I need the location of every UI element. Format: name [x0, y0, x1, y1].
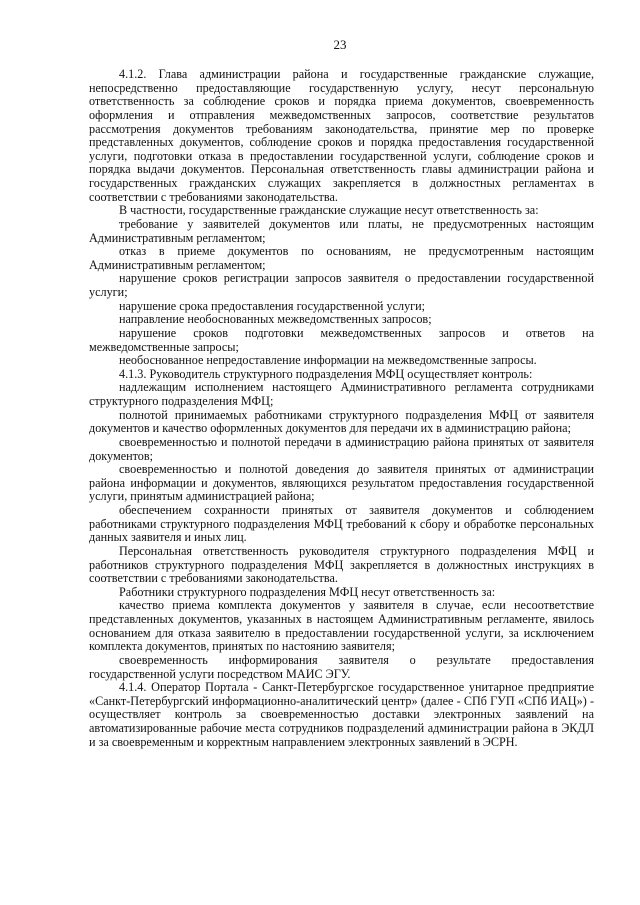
list-item-service-deadline: нарушение срока предоставления государственной услуги; — [119, 298, 426, 313]
list-item-request-preparation: нарушение сроков подготовки межведомственных запросов и ответов на межведомственные запросы; — [89, 325, 594, 354]
list-item-unfounded-requests: направление необоснованных межведомственных запросов; — [119, 312, 432, 327]
paragraph-4-1-3: 4.1.3. Руководитель структурного подразделения МФЦ осуществляет контроль: — [119, 366, 533, 381]
paragraph-responsibility-intro: В частности, государственные гражданские служащие несут ответственность за: — [119, 203, 539, 218]
paragraph-4-1-2: 4.1.2. Глава администрации района и государственные гражданские служащие, непосредственно предоставляющие государственную услугу, несут персональную ответственность за соблюдение сроков и порядка приема документов, своевременность оформления и отправления межведомственных запросов, соответствие результатов рассмотрения документов требованиям законодательства, принятие мер по проверке представленных документов, соблюдение сроков и порядка предоставления государственной услуги, подготовки отказа в предоставлении государственной услуги, соблюдение сроков и порядка выдачи документов. Персональная ответственность главы администрации района и государственных гражданских служащих закрепляется в должностных регламентах в соответствии с требованиями законодательства. — [89, 67, 594, 204]
list-item-timely-transfer: своевременностью и полнотой передачи в администрацию района принятых от заявителя документов; — [89, 434, 594, 463]
paragraph-mfc-personal-responsibility: Персональная ответственность руководителя структурного подразделения МФЦ и работников структурного подразделения МФЦ закрепляется в должностных инструкциях в соответствии с требованиями законодательства. — [89, 543, 594, 586]
paragraph-mfc-workers-intro: Работники структурного подразделения МФЦ несут ответственность за: — [119, 584, 496, 599]
list-item-refusal: отказ в приеме документов по основаниям, не предусмотренным настоящим Административным регламентом; — [89, 244, 594, 272]
list-item-timely-informing: своевременность информирования заявителя о результате предоставления государственной услуги посредством МАИС ЭГУ. — [89, 652, 594, 681]
list-item-info-not-provided: необоснованное непредоставление информации на межведомственные запросы. — [119, 353, 537, 368]
document-body — [89, 68, 594, 749]
paragraph-4-1-4: 4.1.4. Оператор Портала - Санкт-Петербургское государственное унитарное предприятие «Санкт-Петербургский информационно-аналитический центр» (далее - СПб ГУП «СПб ИАЦ») - осуществляет контроль за своевременностью доставки электронных заявлений на автоматизированные рабочие места сотрудников подразделений администрации района в ЭКДЛ и за своевременным и корректным направлением электронных заявлений в ЭСРН. — [89, 680, 594, 749]
page-number: 23 — [333, 37, 347, 52]
list-item-proper-execution: надлежащим исполнением настоящего Административного регламента сотрудниками структурного подразделения МФЦ; — [89, 380, 594, 408]
list-item-document-safety: обеспечением сохранности принятых от заявителя документов и соблюдением работниками структурного подразделения МФЦ требований к сбору и обработке персональных данных заявителя и иных лиц. — [89, 503, 594, 545]
list-item-reception-quality: качество приема комплекта документов у заявителя в случае, если несоответствие представленных документов, указанных в настоящем Административным регламенте, явилось основанием для отказа заявителю в предоставлении государственной услуги, за исключением комплекта документов, принятых по настоянию заявителя; — [89, 598, 594, 654]
list-item-registration-deadline: нарушение сроков регистрации запросов заявителя о предоставлении государственной услуги; — [89, 271, 594, 299]
list-item-documents-request: требование у заявителей документов или платы, не предусмотренных настоящим Административным регламентом; — [89, 216, 594, 245]
list-item-completeness: полнотой принимаемых работниками структурного подразделения МФЦ от заявителя документов и качество оформленных документов для передачи их в администрацию района; — [89, 407, 594, 436]
list-item-timely-delivery: своевременностью и полнотой доведения до заявителя принятых от администрации района информации и документов, являющихся результатом предоставления государственной услуги, принятым администрацией района; — [89, 462, 594, 504]
